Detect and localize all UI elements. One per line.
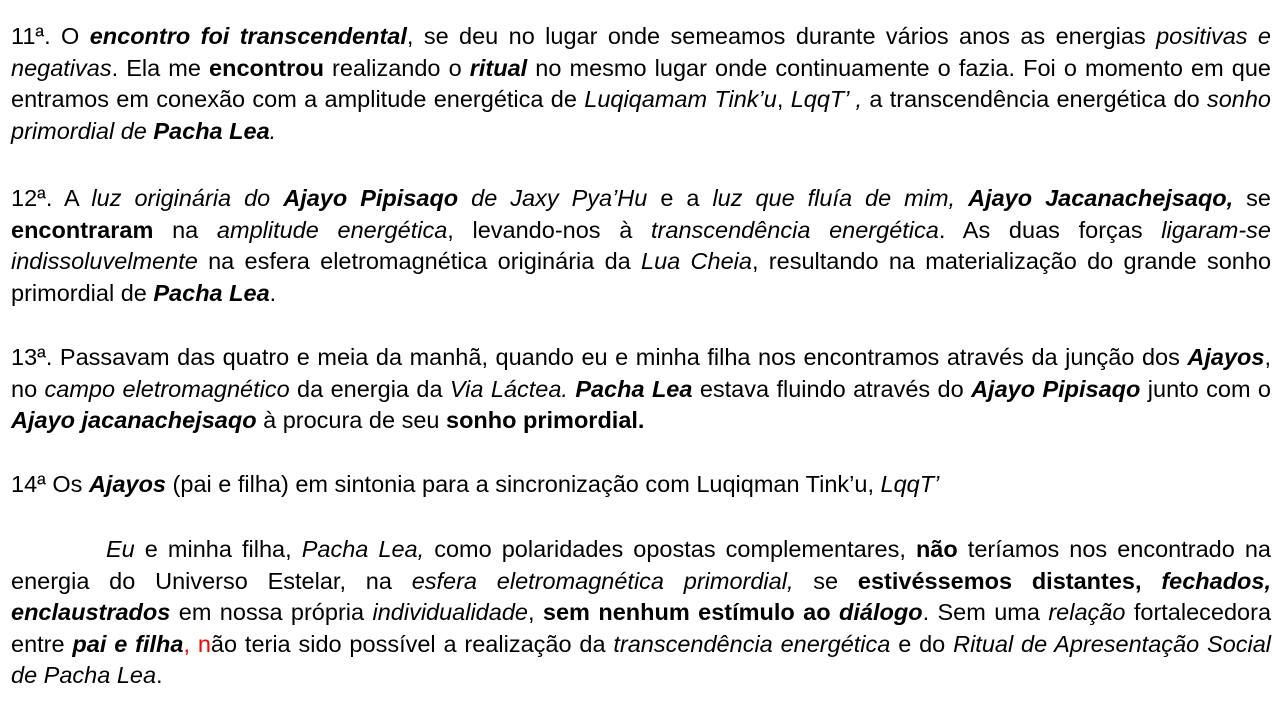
text-run: Luqiqamam Tink’u xyxy=(584,86,777,112)
text-run: amplitude energética xyxy=(216,216,448,243)
text-run: Ajayos xyxy=(88,471,167,497)
text-run: em nossa própria xyxy=(170,599,373,625)
text-run: encontro foi transcendental xyxy=(89,23,407,49)
text-run xyxy=(955,185,968,211)
text-run: Ajayo Jacanachejsaqo, xyxy=(968,185,1234,211)
text-run: encontraram xyxy=(11,216,154,243)
text-run: Pacha Lea, xyxy=(301,536,425,562)
text-run: 13ª. Passavam das quatro e meia da manhã, quando eu e minha filha nos encontramos através da junção dos xyxy=(11,344,1188,370)
text-run: Ajayo Pipisaqo xyxy=(283,185,459,211)
text-run: não xyxy=(915,536,958,562)
text-run: diálogo xyxy=(839,599,923,625)
text-run: ritual xyxy=(469,54,528,81)
text-run: da energia da xyxy=(289,375,450,402)
text-run: estivéssemos distantes, xyxy=(857,567,1142,594)
text-run: 12ª. A xyxy=(11,185,92,211)
text-run: , xyxy=(776,86,791,112)
text-run: (pai e filha) em sintonia para a sincronização com Luqiqman Tink’u, xyxy=(166,471,881,497)
text-run: . Sem uma xyxy=(922,599,1049,625)
text-run: de Jaxy Pya’Hu xyxy=(458,185,648,211)
text-run: e minha filha, xyxy=(134,536,302,562)
text-run: ão teria sido possível a realização da xyxy=(210,630,614,657)
text-run: na esfera eletromagnética originária da xyxy=(197,248,642,274)
text-run: realizando o xyxy=(323,54,470,81)
paragraph-11 xyxy=(11,21,1271,147)
text-run: 11ª. O xyxy=(11,23,90,49)
text-run: , se deu no lugar onde semeamos durante vários anos as energias xyxy=(406,23,1157,49)
text-run: fechados, enclaustrados xyxy=(11,567,1272,625)
text-run: 14ª Os xyxy=(11,471,89,497)
text-run: sem nenhum estímulo ao xyxy=(542,599,840,625)
text-run: e do xyxy=(890,630,954,657)
text-run: n xyxy=(197,630,211,657)
text-run: . As duas forças xyxy=(938,216,1162,243)
text-run: junto com o xyxy=(1140,375,1271,402)
text-run: se xyxy=(1233,185,1271,211)
paragraph-13 xyxy=(11,342,1271,437)
text-run: positivas e negativas xyxy=(11,23,1272,81)
text-run: . Ela me xyxy=(111,54,210,81)
text-run: esfera eletromagnética primordial, xyxy=(411,567,794,594)
text-run: Pacha Lea xyxy=(153,117,270,144)
text-run: Via Láctea. xyxy=(449,375,568,402)
text-run: Ajayo jacanachejsaqo xyxy=(11,407,257,433)
text-run: sonho primordial de xyxy=(11,86,1272,144)
text-run: na xyxy=(153,216,217,243)
text-run: relação xyxy=(1048,599,1126,625)
text-run: . xyxy=(269,117,277,144)
text-run: no mesmo lugar onde continuamente o fazia. Foi o momento em que entramos em conexão com a amplitude energética de xyxy=(11,54,1271,112)
text-run: transcendência energética xyxy=(613,630,891,657)
text-run: estava fluindo através do xyxy=(692,375,972,402)
text-run: Ajayos xyxy=(1187,344,1265,370)
text-run: Lua Cheia xyxy=(641,248,752,274)
text-run xyxy=(1142,568,1162,594)
text-run: luz originária do xyxy=(91,185,284,211)
text-run: LqqT’ , xyxy=(790,86,863,112)
text-run: individualidade xyxy=(372,599,528,625)
text-run: Ritual de Apresentação Social de Pacha Lea xyxy=(11,630,1272,688)
text-run: a transcendência energética do xyxy=(862,86,1200,112)
text-run: transcendência energética xyxy=(651,216,939,243)
text-run: , xyxy=(183,630,198,657)
text-run: . xyxy=(269,279,277,306)
text-run: Pacha Lea xyxy=(153,279,270,306)
text-run: , no xyxy=(11,344,1271,402)
text-run: ligaram-se indissoluvelmente xyxy=(11,216,1271,274)
text-run: . xyxy=(156,662,163,688)
text-run: campo eletromagnético xyxy=(44,375,290,402)
text-run: luz que fluía de mim, xyxy=(712,185,956,211)
text-run: se xyxy=(793,567,858,594)
text-run: LqqT’ xyxy=(880,471,940,497)
text-run: Eu xyxy=(106,536,135,562)
text-run: fortalecedora entre xyxy=(11,599,1272,657)
text-run: , resultando na materialização do grande sonho primordial de xyxy=(11,248,1272,306)
text-run: , xyxy=(527,599,543,625)
text-run: Ajayo Pipisaqo xyxy=(971,375,1141,402)
paragraph-12 xyxy=(11,183,1271,309)
text-run: pai e filha xyxy=(72,630,184,657)
text-run: sonho primordial. xyxy=(446,407,645,433)
text-run: Pacha Lea xyxy=(575,375,693,402)
paragraph-14 xyxy=(11,469,1271,501)
text-run: encontrou xyxy=(209,54,324,81)
text-run: como polaridades opostas complementares, xyxy=(424,536,916,562)
text-run: , levando-nos à xyxy=(447,216,652,243)
text-run: e a xyxy=(647,185,713,211)
text-run: teríamos nos encontrado na energia do Universo Estelar, na xyxy=(11,536,1272,594)
paragraph-15 xyxy=(11,534,1271,692)
text-run: à procura de seu xyxy=(256,407,446,433)
